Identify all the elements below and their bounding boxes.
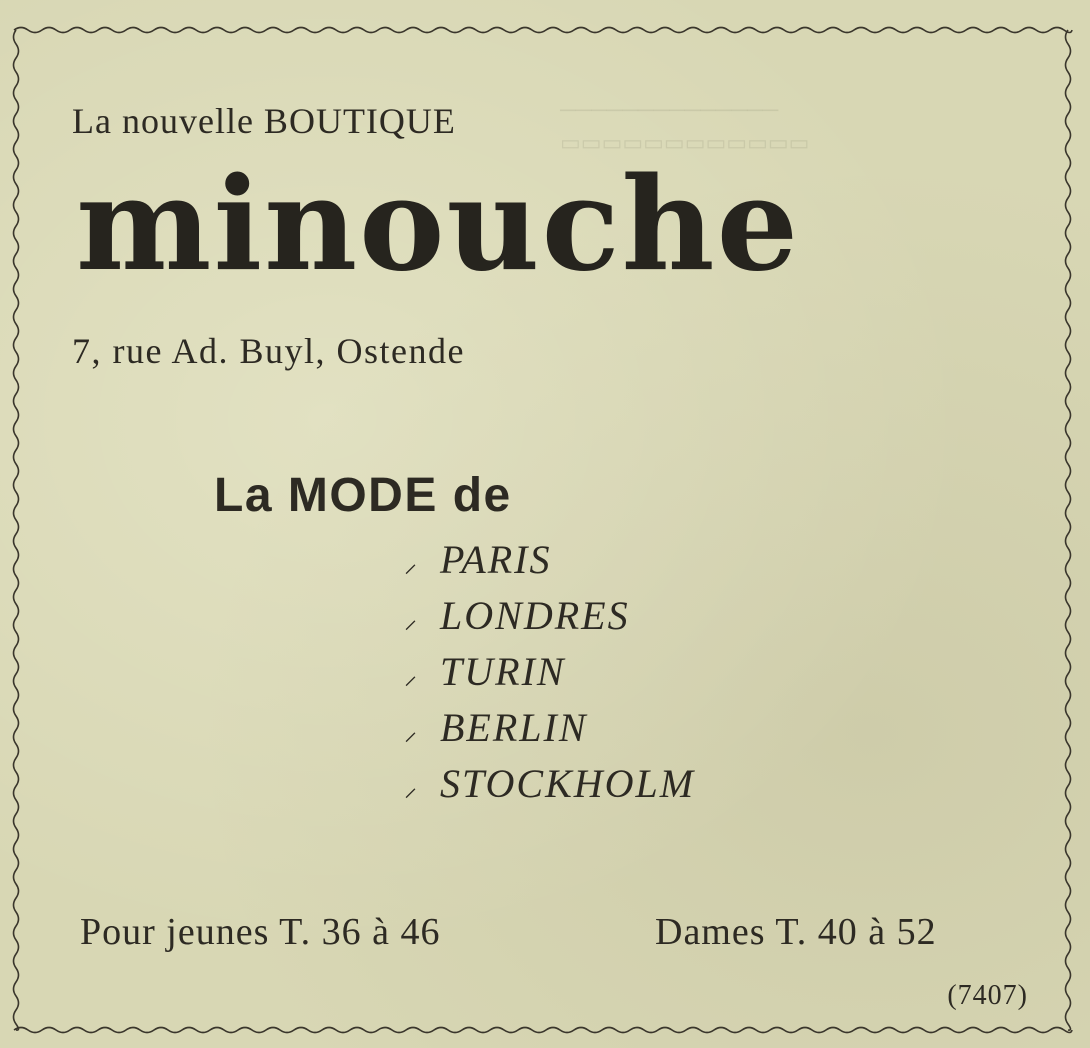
fashion-heading: La MODE de xyxy=(214,469,512,522)
city-turin: TURIN xyxy=(440,649,566,694)
tick-icon: ⸝ xyxy=(404,716,420,746)
tick-icon: ⸝ xyxy=(404,772,420,802)
city-list xyxy=(404,532,695,812)
border-top xyxy=(14,28,1072,33)
sizes-young: Pour jeunes T. 36 à 46 xyxy=(80,911,441,953)
reference-number: (7407) xyxy=(947,980,1028,1011)
city-paris: PARIS xyxy=(440,537,552,582)
list-item xyxy=(404,532,695,588)
list-item xyxy=(404,588,695,644)
city-londres: LONDRES xyxy=(440,593,630,638)
intro-text: La nouvelle BOUTIQUE xyxy=(72,101,456,141)
city-berlin: BERLIN xyxy=(440,705,588,750)
address-text: 7, rue Ad. Buyl, Ostende xyxy=(72,331,465,371)
list-item xyxy=(404,700,695,756)
city-stockholm: STOCKHOLM xyxy=(440,761,696,806)
border-right xyxy=(1066,30,1071,1030)
brand-name: minouche xyxy=(76,150,800,300)
sizes-ladies: Dames T. 40 à 52 xyxy=(655,911,937,953)
tick-icon: ⸝ xyxy=(404,548,420,578)
tick-icon: ⸝ xyxy=(404,660,420,690)
list-item xyxy=(404,644,695,700)
border-bottom xyxy=(14,1028,1072,1033)
list-item xyxy=(404,756,695,812)
border-left xyxy=(14,30,19,1030)
tick-icon: ⸝ xyxy=(404,604,420,634)
